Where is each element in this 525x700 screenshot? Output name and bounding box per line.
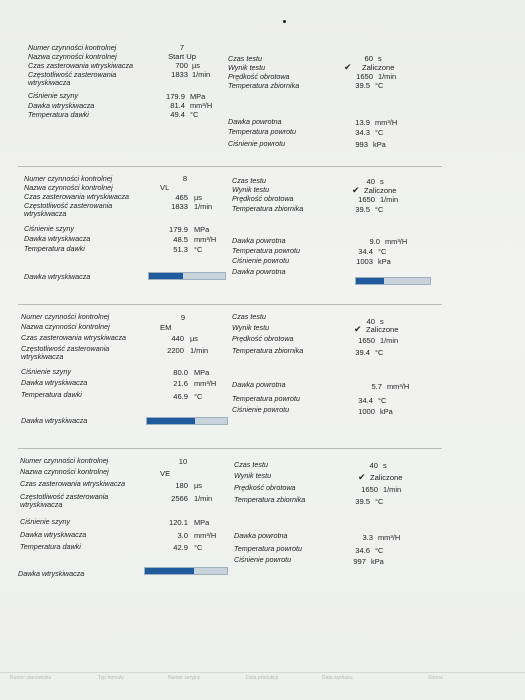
value-tank-temp: 39.5 [355,497,370,506]
value-time: 440 [171,334,184,343]
value-pressure: 120.1 [168,518,188,527]
label-dose: Dawka wtryskiwacza [21,378,88,387]
label-return-pressure: Ciśnienie powrotu [228,139,286,148]
label-dose-temp: Temperatura dawki [20,542,81,551]
unit-return-temp: °C [378,396,387,405]
section-divider [18,304,442,305]
check-icon: ✔ [354,324,362,334]
unit-dose: mm³/H [194,531,217,540]
unit-return-pressure: kPa [378,257,391,266]
unit-tank-temp: °C [375,348,384,357]
footer-print-date: Data wydruku [322,675,353,681]
dose-level-fill [149,273,183,279]
value-result: Zaliczone [370,473,403,482]
label-freq: Częstotliwość zasterowania wtryskiwacza [24,201,113,218]
value-pressure: 179.9 [168,225,188,234]
unit-dose: mm³/H [194,379,217,388]
unit-freq: 1/min [194,494,213,503]
dose-level-fill [147,418,195,424]
value-dose: 21.6 [173,379,188,388]
label-dose-temp: Temperatura dawki [28,110,89,119]
value-name: Start Up [168,52,196,61]
unit-speed: 1/min [380,195,399,204]
unit-return-dose: mm³/H [375,118,398,127]
label-return-temp: Temperatura powrotu [234,544,303,553]
check-icon: ✔ [358,472,366,482]
value-dose: 48.5 [173,235,188,244]
value-return-pressure: 993 [355,140,368,149]
value-name: VL [160,183,170,192]
value-tank-temp: 39.5 [355,205,370,214]
label-return-dose: Dawka powrotna [228,117,282,126]
label-tank-temp: Temperatura zbiornika [232,346,304,355]
label-dose-bar: Dawka wtryskiwacza [21,416,88,425]
label-result: Wynik testu [234,471,272,480]
dose-level-bar [146,417,228,425]
value-nr: 9 [180,313,186,322]
unit-dose: mm³/H [194,235,217,244]
value-tank-temp: 39.4 [355,348,370,357]
unit-return-dose: mm³/H [378,533,401,542]
section-divider [18,448,442,449]
label-dose: Dawka wtryskiwacza [28,101,95,110]
unit-test-time: s [380,177,384,186]
label-return-pressure: Ciśnienie powrotu [232,405,290,414]
unit-pressure: MPa [190,92,206,101]
label-dose-temp: Temperatura dawki [24,244,85,253]
unit-return-pressure: kPa [380,407,393,416]
value-pressure: 80.0 [173,368,188,377]
value-speed: 1650 [358,195,375,204]
label-return-dose: Dawka powrotna [232,380,286,389]
unit-return-temp: °C [375,128,384,137]
label-nr: Numer czynności kontrolnej [28,43,117,52]
value-speed: 1650 [358,336,375,345]
label-dose-bar: Dawka wtryskiwacza [18,569,85,578]
unit-time: µs [192,61,200,70]
value-dose: 3.0 [177,531,188,540]
value-speed: 1650 [361,485,378,494]
label-pressure: Ciśnienie szyny [20,517,70,526]
unit-pressure: MPa [194,518,210,527]
value-return-temp: 34.3 [355,128,370,137]
value-time: 465 [175,193,188,202]
label-speed: Prędkość obrotowa [234,483,296,492]
unit-dose-temp: °C [194,392,203,401]
unit-speed: 1/min [378,72,397,81]
value-freq: 1833 [171,70,188,79]
unit-dose-temp: °C [194,543,203,552]
footer-divider [0,672,525,673]
footer-formula: Typ formuły [98,675,124,681]
unit-dose-temp: °C [190,110,199,119]
value-nr: 10 [178,457,188,466]
label-return-pressure: Ciśnienie powrotu [234,555,292,564]
value-pressure: 179.9 [165,92,185,101]
value-test-time: 40 [369,461,378,470]
unit-dose: mm³/H [190,101,213,110]
label-return-dose: Dawka powrotna [232,236,286,245]
label-name: Nazwa czynności kontrolnej [21,322,110,331]
label-nr: Numer czynności kontrolnej [21,312,110,321]
value-test-time: 60 [364,54,373,63]
value-name: EM [160,323,172,332]
unit-freq: 1/min [192,70,211,79]
label-freq: Częstotliwość zasterowania wtryskiwacza [21,344,110,361]
unit-freq: 1/min [190,346,209,355]
label-return-dose: Dawka powrotna [234,531,288,540]
value-time: 180 [175,481,188,490]
value-dose-temp: 49.4 [170,110,185,119]
value-freq: 2566 [171,494,188,503]
label-test-time: Czas testu [232,312,266,321]
section-divider [18,166,442,167]
label-time: Czas zasterowania wtryskiwacza [28,61,134,70]
unit-speed: 1/min [380,336,399,345]
footer-page: Strona [428,675,443,681]
unit-pressure: MPa [194,225,210,234]
label-return-bar: Dawka powrotna [232,267,286,276]
label-freq: Częstotliwość zasterowania wtryskiwacza [28,70,117,87]
check-icon: ✔ [352,185,360,195]
label-return-temp: Temperatura powrotu [232,394,301,403]
label-time: Czas zasterowania wtryskiwacza [21,333,127,342]
label-result: Wynik testu [232,185,270,194]
label-dose: Dawka wtryskiwacza [20,530,87,539]
label-result: Wynik testu [232,323,270,332]
value-return-temp: 34.4 [358,396,373,405]
value-freq: 1833 [171,202,188,211]
footer-station: Numer stanowiska [10,675,52,681]
label-speed: Prędkość obrotowa [228,72,290,81]
label-name: Nazwa czynności kontrolnej [20,467,109,476]
return-level-bar [355,277,431,285]
unit-return-dose: mm³/H [387,382,410,391]
value-return-dose: 13.9 [355,118,370,127]
label-tank-temp: Temperatura zbiornika [234,495,306,504]
label-test-time: Czas testu [232,176,266,185]
label-return-temp: Temperatura powrotu [232,246,301,255]
dose-level-bar [148,272,226,280]
unit-test-time: s [378,54,382,63]
unit-tank-temp: °C [375,81,384,90]
value-dose: 81.4 [170,101,185,110]
unit-return-pressure: kPa [373,140,386,149]
value-nr: 8 [182,174,188,183]
label-pressure: Ciśnienie szyny [28,91,78,100]
label-return-pressure: Ciśnienie powrotu [232,256,290,265]
label-dose-bar: Dawka wtryskiwacza [24,272,91,281]
value-speed: 1650 [356,72,373,81]
label-speed: Prędkość obrotowa [232,334,294,343]
value-tank-temp: 39.5 [355,81,370,90]
value-return-dose: 5.7 [371,382,382,391]
value-return-temp: 34.4 [358,247,373,256]
value-time: 700 [175,61,188,70]
value-nr: 7 [179,43,185,52]
return-level-fill [356,278,384,284]
value-return-pressure: 997 [353,557,366,566]
unit-time: µs [194,193,202,202]
unit-return-temp: °C [378,247,387,256]
label-dose: Dawka wtryskiwacza [24,234,91,243]
dose-level-fill [145,568,194,574]
ink-dot [283,20,286,23]
label-test-time: Czas testu [228,54,262,63]
label-name: Nazwa czynności kontrolnej [28,52,117,61]
label-time: Czas zasterowania wtryskiwacza [20,479,126,488]
unit-return-temp: °C [375,546,384,555]
unit-tank-temp: °C [375,497,384,506]
label-nr: Numer czynności kontrolnej [24,174,113,183]
value-result: Zaliczone [366,325,399,334]
unit-freq: 1/min [194,202,213,211]
label-dose-temp: Temperatura dawki [21,390,82,399]
value-test-time: 40 [366,177,375,186]
label-test-time: Czas testu [234,460,268,469]
value-test-time: 40 [366,317,375,326]
value-return-dose: 9.0 [369,237,380,246]
value-dose-temp: 42.9 [173,543,188,552]
unit-tank-temp: °C [375,205,384,214]
value-dose-temp: 46.9 [173,392,188,401]
label-pressure: Ciśnienie szyny [24,224,74,233]
unit-time: µs [194,481,202,490]
label-pressure: Ciśnienie szyny [21,367,71,376]
label-name: Nazwa czynności kontrolnej [24,183,113,192]
unit-pressure: MPa [194,368,210,377]
unit-speed: 1/min [383,485,402,494]
unit-test-time: s [380,317,384,326]
label-result: Wynik testu [228,63,266,72]
label-freq: Częstotliwość zasterowania wtryskiwacza [20,492,109,509]
unit-dose-temp: °C [194,245,203,254]
label-speed: Prędkość obrotowa [232,194,294,203]
value-freq: 2200 [167,346,184,355]
label-tank-temp: Temperatura zbiornika [228,81,300,90]
value-return-pressure: 1003 [356,257,373,266]
value-result: Zaliczone [364,186,397,195]
check-icon: ✔ [344,62,352,72]
value-return-pressure: 1000 [358,407,375,416]
unit-time: µs [190,334,198,343]
footer-production-date: Data produkcji [246,675,278,681]
unit-return-dose: mm³/H [385,237,408,246]
value-dose-temp: 51.3 [173,245,188,254]
unit-return-pressure: kPa [371,557,384,566]
label-tank-temp: Temperatura zbiornika [232,204,304,213]
value-return-dose: 3.3 [362,533,373,542]
unit-test-time: s [383,461,387,470]
value-return-temp: 34.6 [355,546,370,555]
label-time: Czas zasterowania wtryskiwacza [24,192,130,201]
value-name: VE [160,469,171,478]
label-nr: Numer czynności kontrolnej [20,456,109,465]
dose-level-bar [144,567,228,575]
label-return-temp: Temperatura powrotu [228,127,297,136]
value-result: Zaliczone [362,63,395,72]
footer-serial: Numer seryjny [168,675,201,681]
